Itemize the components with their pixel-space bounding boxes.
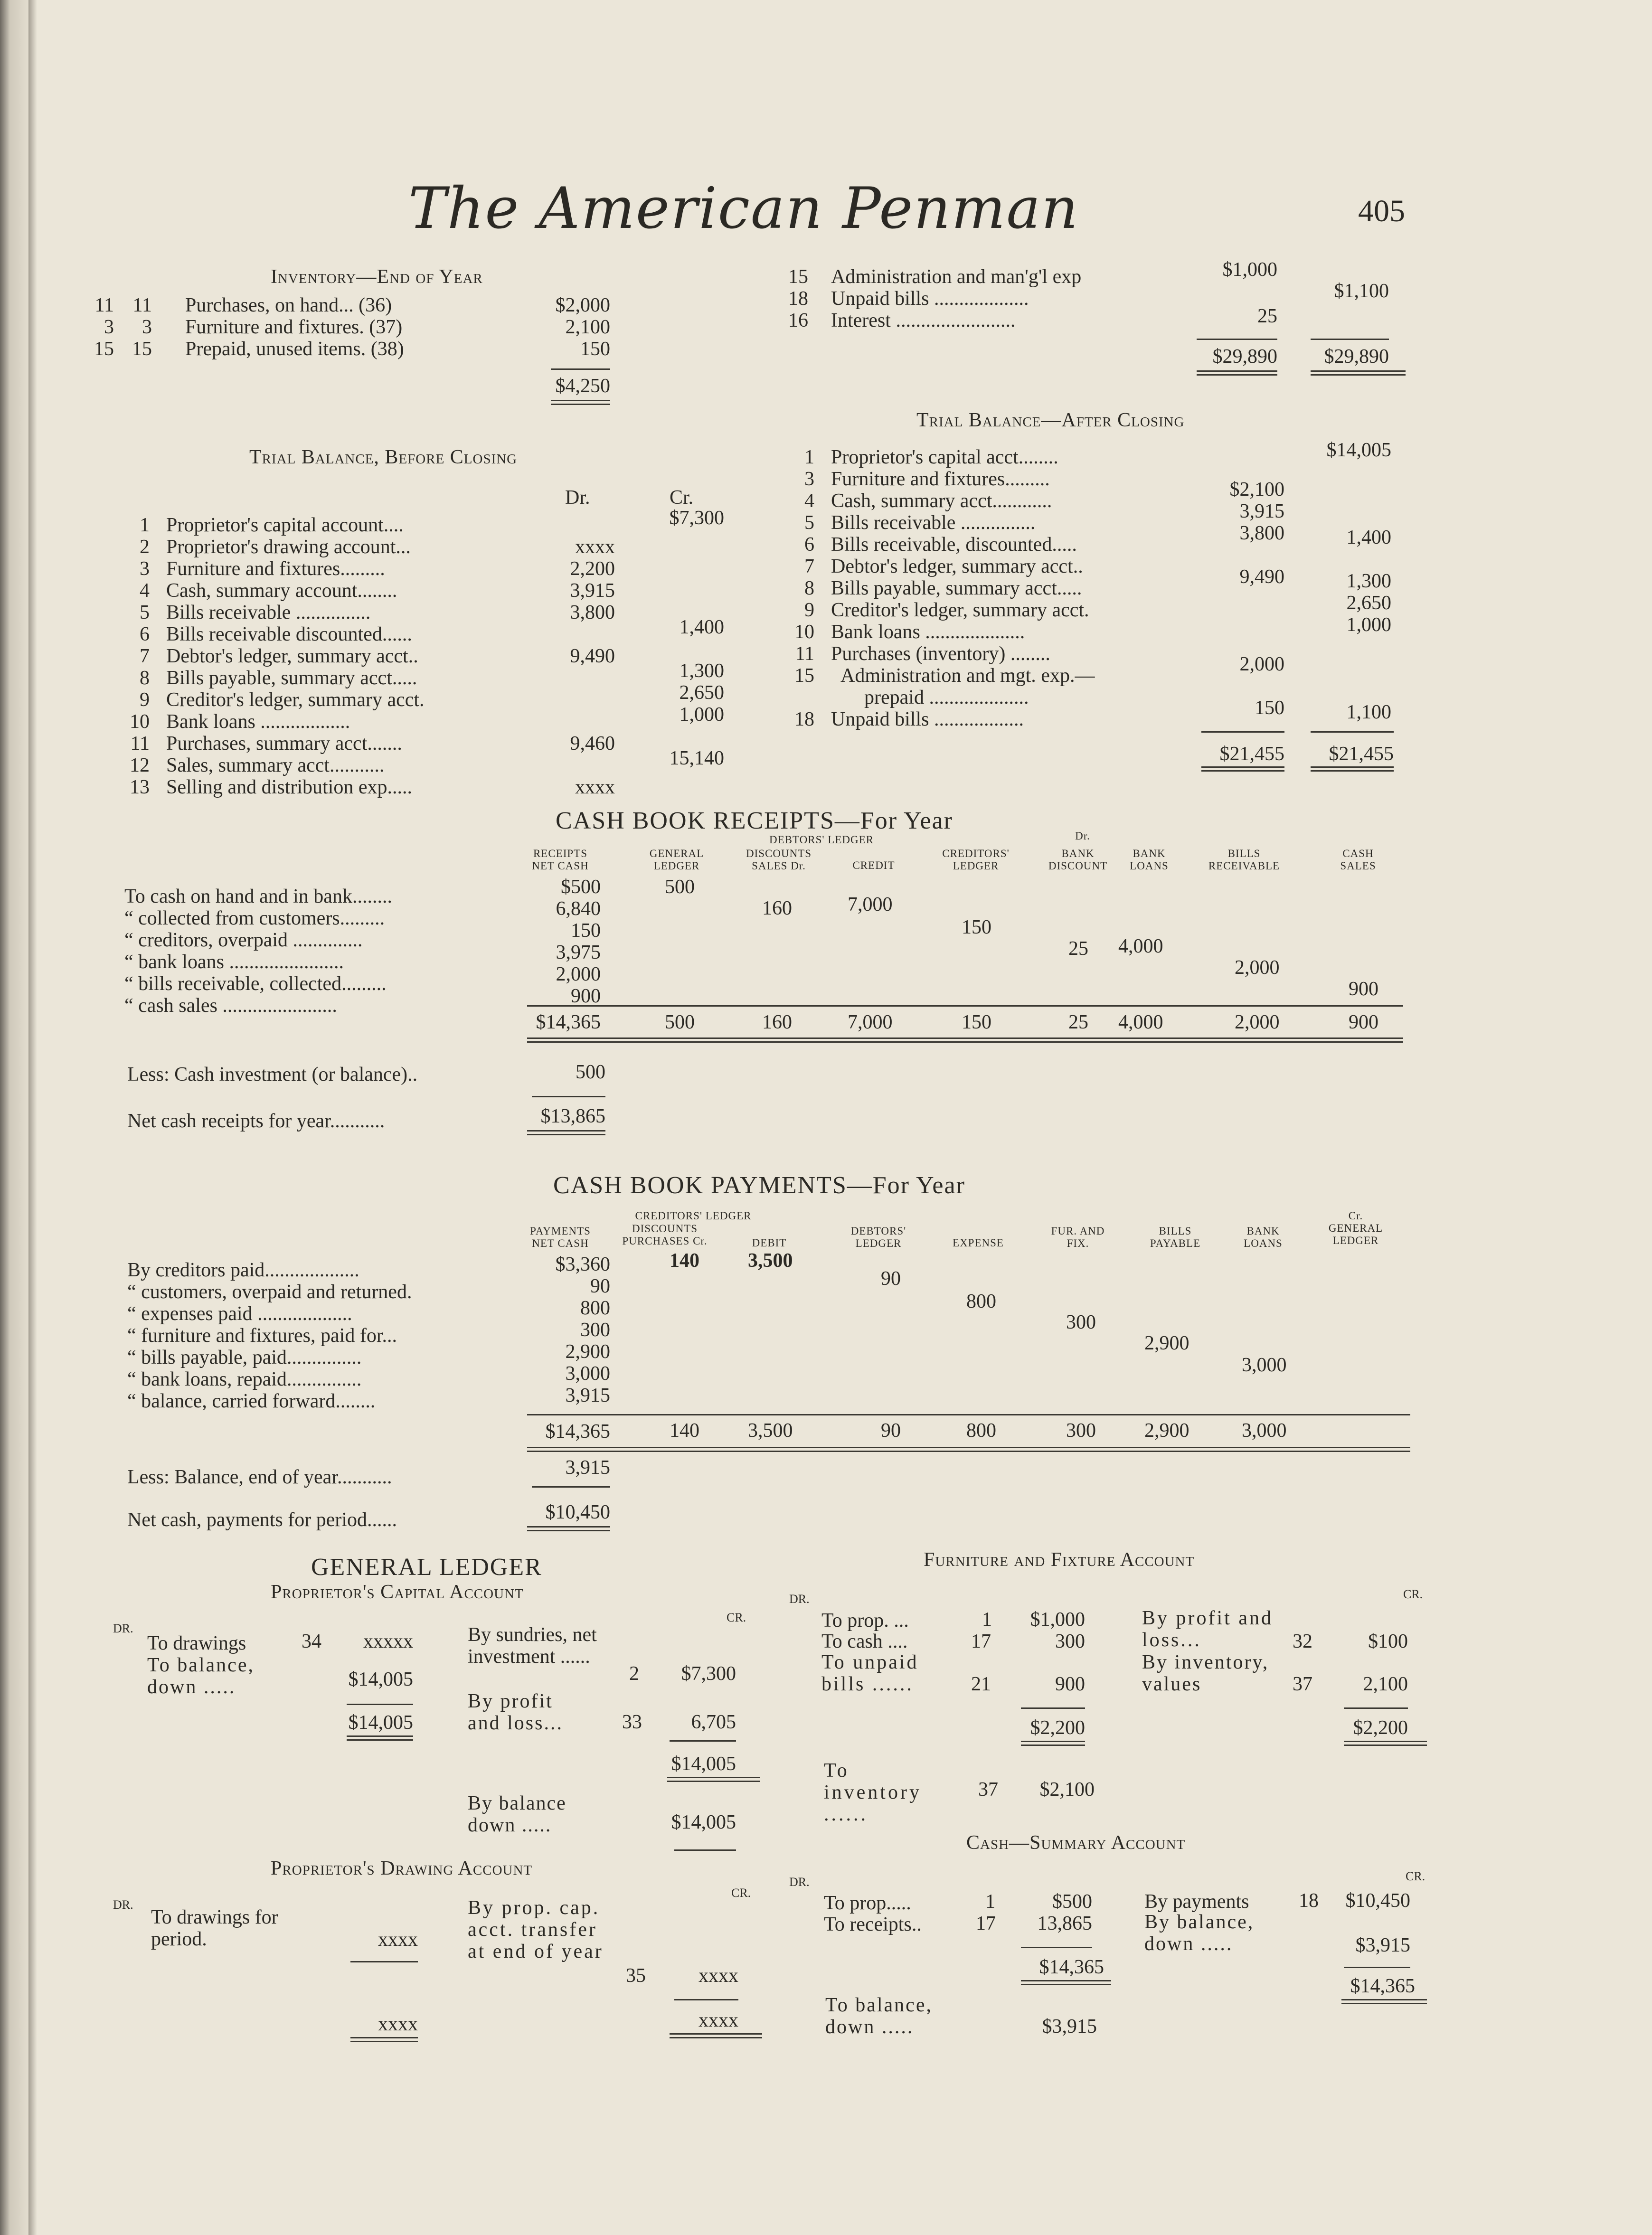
cash-right-0-label: By payments <box>1144 1891 1249 1913</box>
payments-col-5: FUR. AND FIX. <box>1051 1225 1105 1249</box>
payments-col-6: BILLS PAYABLE <box>1150 1225 1201 1249</box>
receipts-net-rule <box>527 1130 605 1135</box>
inventory-total-rule <box>551 400 610 405</box>
trial-before-numbers: 1 2 3 4 5 6 7 8 9 10 11 12 13 <box>130 514 150 798</box>
receipts-total-6: 4,000 <box>1118 1011 1163 1033</box>
cash-left-total-rule <box>1021 1980 1111 1985</box>
payments-total-2: 3,500 <box>748 1420 793 1442</box>
receipts-credit-value: 7,000 <box>848 894 893 915</box>
receipts-less-label: Less: Cash investment (or balance).. <box>127 1064 418 1085</box>
cash-summary-cr-mark: CR. <box>1406 1869 1425 1883</box>
cash-left-rule <box>1021 1947 1092 1948</box>
payments-discount-value: 140 <box>670 1250 699 1272</box>
receipts-total-4: 150 <box>962 1011 991 1033</box>
drawing-right-value: xxxx <box>699 1965 738 1987</box>
furniture-inventory-label: To inventory ...... <box>824 1760 922 1825</box>
masthead-title: The American Penman <box>408 176 1079 242</box>
cash-right-1-value: $3,915 <box>1355 1934 1410 1956</box>
furniture-right-1-label: By inventory, values <box>1142 1651 1269 1695</box>
receipts-discount-value: 160 <box>762 897 792 919</box>
receipts-col-6: BANK LOANS <box>1130 848 1169 872</box>
payments-total-0: $14,365 <box>545 1421 610 1443</box>
payments-net-label: Net cash, payments for period...... <box>127 1509 397 1531</box>
receipts-heading: CASH BOOK RECEIPTS—For Year <box>556 807 953 834</box>
furniture-right-total-rule <box>1344 1741 1427 1746</box>
capital-dr-mark: DR. <box>113 1622 133 1635</box>
drawing-right-total: xxxx <box>699 2009 738 2031</box>
capital-left-rule <box>347 1704 413 1705</box>
trial-after-rule-dr <box>1201 731 1284 733</box>
cash-right-total-rule <box>1341 1999 1427 2004</box>
cash-left-1-value: 13,865 <box>1037 1913 1092 1934</box>
payments-sum-rule <box>527 1414 1410 1415</box>
drawing-left-value: xxxx <box>378 1929 418 1951</box>
top-right-rule-cr <box>1311 339 1389 340</box>
payments-expense-value: 800 <box>966 1291 996 1312</box>
furniture-left-1-ref: 17 <box>971 1631 991 1652</box>
cash-left-1-ref: 17 <box>976 1913 996 1934</box>
payments-debit-value: 3,500 <box>748 1250 793 1272</box>
cash-right-0-value: $10,450 <box>1345 1890 1410 1912</box>
trial-after-labels: Proprietor's capital acct........ Furniture and fixtures......... Cash, summary acct............ Bills receivable ............... Bills receivable, discounted..... Debtor's ledger, summary acct.. Bills payable, summary acct..... Creditor's ledger, summary acct. Bank loans .................... Purchases (inventory) ........ Administration and mgt. exp.— prepaid .................... Unpaid bills .................. <box>831 446 1095 730</box>
cash-left-0-label: To prop..... <box>824 1892 911 1914</box>
drawing-right-total-rule <box>670 2033 762 2038</box>
trial-after-total-rule-dr <box>1201 766 1284 772</box>
top-right-total-dr: $29,890 <box>1212 346 1277 368</box>
receipts-total-5: 25 <box>1068 1011 1088 1033</box>
furniture-right-0-label: By profit and loss... <box>1142 1607 1273 1651</box>
trial-before-labels: Proprietor's capital account.... Proprietor's drawing account... Furniture and fixtures......... Cash, summary account........ Bills receivable ............... Bills receivable discounted...... Debtor's ledger, summary acct.. Bills payable, summary acct..... Creditor's ledger, summary acct. Bank loans .................. Purchases, summary acct....... Sales, summary acct........... Selling and distribution exp..... <box>166 514 425 798</box>
trial-after-total-dr: $21,455 <box>1219 743 1284 765</box>
receipts-bills-receivable-value: 2,000 <box>1235 957 1280 979</box>
furniture-right-0-ref: 32 <box>1293 1631 1312 1652</box>
drawing-left-total: xxxx <box>378 2013 418 2035</box>
top-right-total-rule-cr <box>1311 370 1406 376</box>
top-right-numbers: 15 18 16 <box>788 266 808 331</box>
payments-total-3: 90 <box>881 1420 901 1442</box>
payments-net-value: $10,450 <box>545 1501 610 1523</box>
receipts-creditors-value: 150 <box>962 916 991 938</box>
receipts-col-4: CREDITORS' LEDGER <box>942 848 1010 872</box>
receipts-cash-sales-value: 900 <box>1349 978 1378 1000</box>
capital-left-total-rule <box>347 1735 413 1741</box>
payments-col-1: DISCOUNTS PURCHASES Cr. <box>622 1223 708 1247</box>
capital-right-0-label: By sundries, net investment ...... <box>468 1624 597 1668</box>
trial-after-heading: Trial Balance—After Closing <box>916 409 1185 431</box>
receipts-col-0: RECEIPTS NET CASH <box>532 848 589 872</box>
receipts-general-ledger-value: 500 <box>665 876 695 898</box>
inventory-labels: Purchases, on hand... (36) Furniture and fixtures. (37) Prepaid, unused items. (38) <box>185 294 404 360</box>
inventory-sum-rule <box>551 368 610 370</box>
payments-col-0: PAYMENTS NET CASH <box>530 1225 591 1249</box>
receipts-col-7: BILLS RECEIVABLE <box>1208 848 1280 872</box>
inventory-total: $4,250 <box>555 375 610 397</box>
furniture-left-2-value: 900 <box>1055 1673 1085 1695</box>
cash-summary-title: Cash—Summary Account <box>966 1832 1186 1854</box>
payments-bills-payable-value: 2,900 <box>1144 1332 1189 1354</box>
top-right-interest: 25 <box>1257 305 1277 327</box>
receipts-net-label: Net cash receipts for year........... <box>127 1110 385 1132</box>
drawing-right-rule <box>674 1999 738 2000</box>
payments-total-rule <box>527 1447 1410 1452</box>
furniture-left-0-label: To prop. ... <box>821 1610 909 1631</box>
drawing-right-label: By prop. cap. acct. transfer at end of year <box>468 1897 604 1962</box>
furniture-dr-mark: DR. <box>789 1592 810 1606</box>
cash-left-1-label: To receipts.. <box>824 1914 922 1935</box>
receipts-less-rule <box>532 1096 605 1097</box>
trial-before-dr-label: Dr. <box>565 487 590 509</box>
payments-group-creditors: CREDITORS' LEDGER <box>635 1210 752 1222</box>
receipts-sum-rule <box>527 1005 1403 1007</box>
payments-bank-loans-value: 3,000 <box>1242 1354 1287 1376</box>
trial-after-numbers: 1 3 4 5 6 7 8 9 10 11 15 18 <box>794 446 814 730</box>
receipts-total-8: 900 <box>1349 1011 1378 1033</box>
payments-debtors-value: 90 <box>881 1268 901 1290</box>
payments-total-5: 300 <box>1066 1420 1096 1442</box>
payments-less-label: Less: Balance, end of year........... <box>127 1466 392 1488</box>
payments-total-4: 800 <box>966 1420 996 1442</box>
payments-col-2: DEBIT <box>752 1237 787 1249</box>
payments-col-4: EXPENSE <box>953 1237 1004 1249</box>
capital-right-1-ref: 33 <box>622 1711 642 1733</box>
furniture-right-1-ref: 37 <box>1293 1673 1312 1695</box>
capital-left-0-ref: 34 <box>302 1631 321 1652</box>
cash-left-0-ref: 1 <box>985 1891 995 1913</box>
capital-left-1-label: To balance, down ..... <box>147 1654 255 1698</box>
furniture-cr-mark: CR. <box>1403 1587 1423 1601</box>
inventory-index-a: 11 3 15 <box>94 294 114 360</box>
top-right-v2: $1,100 <box>1334 280 1389 302</box>
receipts-total-2: 160 <box>762 1011 792 1033</box>
top-right-total-cr: $29,890 <box>1324 346 1389 368</box>
capital-balance-label: By balance down ..... <box>468 1792 566 1836</box>
capital-right-total: $14,005 <box>671 1753 736 1775</box>
receipts-group-debtors: DEBTORS' LEDGER <box>769 834 874 846</box>
drawing-left-label: To drawings for period. <box>151 1906 278 1950</box>
furniture-right-rule <box>1344 1707 1408 1709</box>
capital-right-1-label: By profit and loss... <box>468 1690 563 1734</box>
payments-col-8: Cr. GENERAL LEDGER <box>1328 1210 1383 1246</box>
receipts-bank-discount-value: 25 <box>1068 938 1088 960</box>
furniture-right-total: $2,200 <box>1353 1717 1408 1739</box>
top-right-rule-dr <box>1197 339 1277 340</box>
furniture-left-total: $2,200 <box>1030 1717 1085 1739</box>
payments-less-rule <box>532 1486 610 1488</box>
cash-balance-label: To balance, down ..... <box>825 1994 933 2038</box>
receipts-col-3: CREDIT <box>852 859 895 871</box>
trial-after-rule-cr <box>1311 731 1394 733</box>
trial-after-total-cr: $21,455 <box>1329 743 1394 765</box>
furniture-right-1-value: 2,100 <box>1363 1673 1408 1695</box>
drawing-cr-mark: CR. <box>731 1886 751 1900</box>
trial-before-dr: xxxx 2,200 3,915 3,800 9,490 9,460 xxxx <box>570 536 615 798</box>
drawing-left-rule <box>350 1961 418 1962</box>
capital-right-0-ref: 2 <box>629 1663 639 1685</box>
payments-less-value: 3,915 <box>565 1457 610 1479</box>
payments-total-6: 2,900 <box>1144 1420 1189 1442</box>
receipts-col-5: BANK DISCOUNT <box>1048 848 1108 872</box>
furniture-inventory-ref: 37 <box>978 1779 998 1801</box>
furniture-left-0-ref: 1 <box>982 1609 992 1631</box>
furniture-inventory-value: $2,100 <box>1039 1779 1095 1801</box>
trial-after-total-rule-cr <box>1311 766 1394 772</box>
receipts-dr-mark: Dr. <box>1075 830 1090 842</box>
receipts-total-1: 500 <box>665 1011 695 1033</box>
top-right-v1: $1,000 <box>1222 259 1277 281</box>
inventory-values: $2,000 2,100 150 <box>555 294 610 360</box>
furniture-left-2-ref: 21 <box>971 1673 991 1695</box>
capital-right-total-rule <box>667 1777 760 1782</box>
receipts-col-2: DISCOUNTS SALES Dr. <box>746 848 812 872</box>
top-right-total-rule-dr <box>1197 370 1277 376</box>
receipts-bank-loans-value: 4,000 <box>1118 935 1163 957</box>
capital-left-total: $14,005 <box>348 1712 413 1734</box>
capital-left-0-label: To drawings <box>147 1632 246 1654</box>
capital-balance-value: $14,005 <box>671 1811 736 1833</box>
receipts-labels: To cash on hand and in bank........ “ collected from customers......... “ creditors, overpaid .............. “ bank loans ....................... “ bills receivable, collected......... “ cash sales ....................... <box>124 886 392 1017</box>
furniture-left-1-label: To cash .... <box>821 1631 908 1652</box>
inventory-index-b: 11 3 15 <box>132 294 152 360</box>
top-right-labels: Administration and man'g'l exp Unpaid bills ................... Interest ........................ <box>831 266 1082 331</box>
receipts-net-value: $13,865 <box>540 1105 605 1127</box>
furniture-right-0-value: $100 <box>1368 1631 1408 1652</box>
cash-left-0-value: $500 <box>1052 1891 1092 1913</box>
cash-summary-dr-mark: DR. <box>789 1875 810 1889</box>
capital-right-0-value: $7,300 <box>681 1663 736 1685</box>
cash-right-rule <box>1344 1967 1410 1968</box>
furniture-left-rule <box>1021 1707 1085 1709</box>
trial-after-dr: $2,100 3,915 3,800 9,490 2,000 150 <box>1229 479 1284 719</box>
capital-right-rule <box>670 1740 736 1742</box>
drawing-right-ref: 35 <box>626 1965 646 1987</box>
furniture-account-title: Furniture and Fixture Account <box>924 1549 1195 1571</box>
furniture-left-2-label: To unpaid bills ...... <box>821 1651 919 1695</box>
payments-col0-values: $3,360 90 800 300 2,900 3,000 3,915 <box>555 1254 610 1406</box>
general-ledger-heading: GENERAL LEDGER <box>311 1554 542 1581</box>
cash-right-0-ref: 18 <box>1299 1890 1319 1912</box>
receipts-total-3: 7,000 <box>848 1011 893 1033</box>
receipts-total-0: $14,365 <box>536 1011 601 1033</box>
furniture-left-0-value: $1,000 <box>1030 1609 1085 1631</box>
receipts-total-rule <box>527 1037 1403 1043</box>
drawing-account-title: Proprietor's Drawing Account <box>271 1858 533 1879</box>
capital-right-1-value: 6,705 <box>691 1711 736 1733</box>
drawing-dr-mark: DR. <box>113 1898 133 1912</box>
receipts-col-8: CASH SALES <box>1340 848 1376 872</box>
inventory-heading: Inventory—End of Year <box>271 266 483 288</box>
drawing-left-total-rule <box>350 2037 418 2042</box>
payments-heading: CASH BOOK PAYMENTS—For Year <box>553 1172 965 1199</box>
capital-account-title: Proprietor's Capital Account <box>271 1581 524 1603</box>
book-spine <box>0 0 28 2235</box>
receipts-col0-values: $500 6,840 150 3,975 2,000 900 <box>556 876 601 1007</box>
capital-left-1-value: $14,005 <box>348 1669 413 1690</box>
trial-before-cr-label: Cr. <box>670 487 694 509</box>
cash-left-total: $14,365 <box>1039 1956 1104 1978</box>
capital-cr-mark: CR. <box>727 1611 746 1624</box>
payments-total-1: 140 <box>670 1420 699 1442</box>
trial-before-cr: $7,300 1,400 1,300 2,650 1,000 15,140 <box>669 507 724 769</box>
payments-col-7: BANK LOANS <box>1244 1225 1283 1249</box>
page-edge-shadow <box>28 0 37 2235</box>
receipts-col-1: GENERAL LEDGER <box>649 848 704 872</box>
receipts-total-7: 2,000 <box>1235 1011 1280 1033</box>
payments-fur-fix-value: 300 <box>1066 1311 1096 1333</box>
payments-total-7: 3,000 <box>1242 1420 1287 1442</box>
receipts-less-value: 500 <box>576 1061 605 1083</box>
payments-labels: By creditors paid................... “ customers, overpaid and returned. “ expenses paid ................... “ furniture and fixtures, paid for... “ bills payable, paid............... “ bank loans, repaid............... “ balance, carried forward........ <box>127 1259 412 1412</box>
capital-left-0-value: xxxxx <box>363 1631 413 1652</box>
furniture-left-total-rule <box>1021 1741 1085 1746</box>
trial-after-cr: $14,005 1,400 1,300 2,650 1,000 1,100 <box>1326 439 1391 723</box>
capital-balance-rule <box>674 1849 736 1851</box>
page-number: 405 <box>1358 194 1405 228</box>
trial-before-heading: Trial Balance, Before Closing <box>249 446 518 468</box>
cash-balance-value: $3,915 <box>1042 2016 1097 2037</box>
cash-right-total: $14,365 <box>1350 1975 1415 1997</box>
payments-net-rule <box>527 1526 610 1531</box>
furniture-left-1-value: 300 <box>1055 1631 1085 1652</box>
cash-right-1-label: By balance, down ..... <box>1144 1911 1255 1955</box>
payments-col-3: DEBTORS' LEDGER <box>850 1225 906 1249</box>
